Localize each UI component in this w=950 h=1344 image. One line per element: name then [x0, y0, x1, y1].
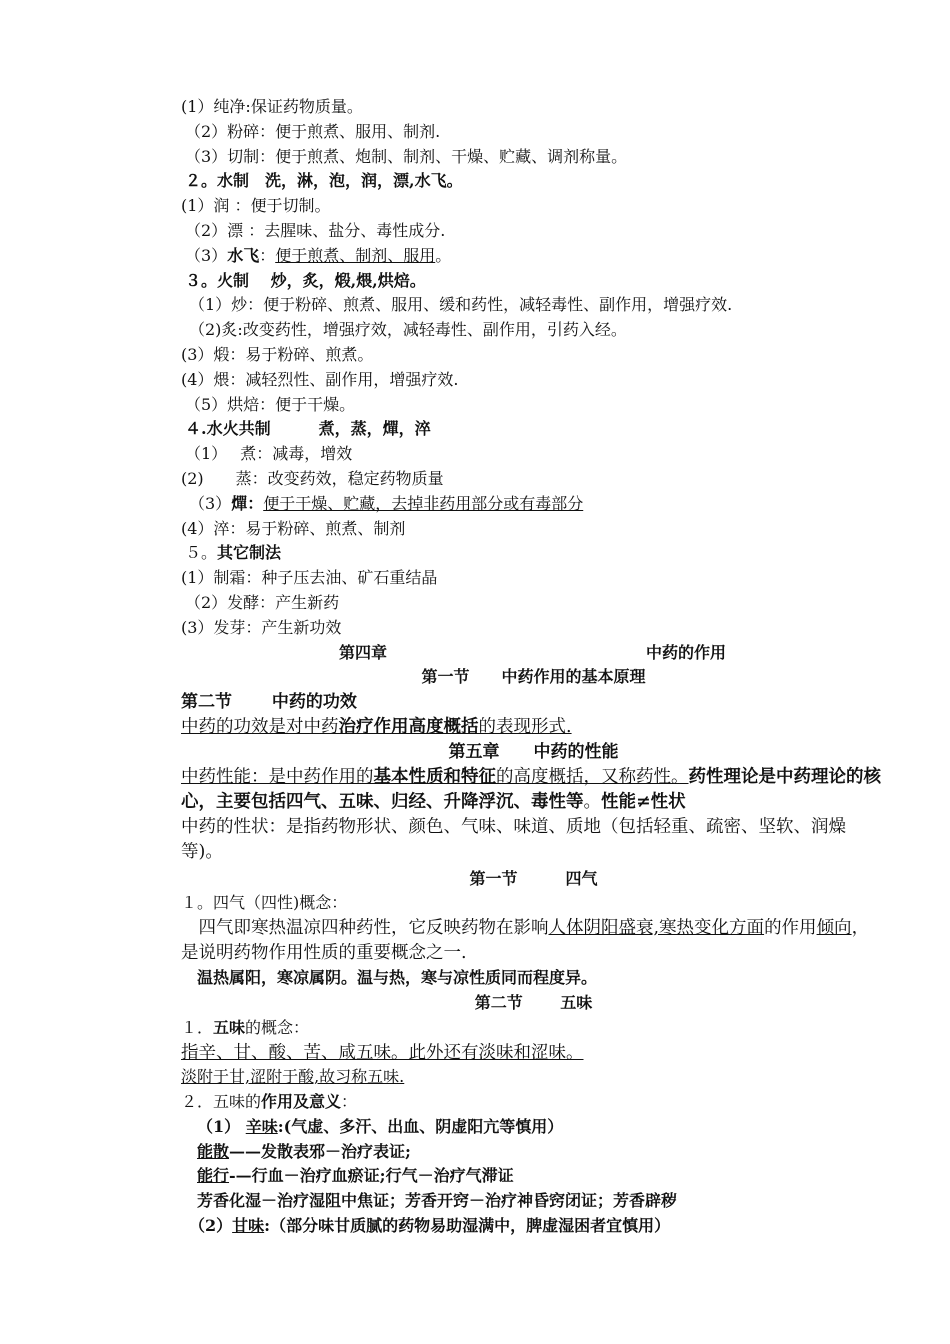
text-line: (1）润 ：便于切制。 — [181, 196, 331, 216]
text-line — [181, 1115, 886, 1140]
text-line — [181, 1016, 886, 1041]
bold-term: 药性理论是中药理论的核心，主要包括四气、五味、归经、升降浮沉、毒性等 — [181, 766, 881, 812]
text-span: 。 — [583, 791, 601, 812]
text-line: （2）漂 ：去腥味、盐分、毒性成分. — [185, 220, 446, 240]
chapter-4-heading — [181, 641, 886, 666]
text-span: ，是说明药物作用性质的重要概念之一. — [181, 918, 870, 964]
text-line: 芳香化湿－治疗湿阻中焦证；芳香开窍－治疗神昏窍闭证；芳香辟秽 — [197, 1191, 678, 1211]
underlined-text: 淡附于甘,涩附于酸,故习称五味. — [181, 1067, 405, 1087]
heading-water: ２。水制 洗，淋，泡，润，漂,水飞。 — [185, 171, 463, 191]
bold-term: 五味 — [213, 1017, 246, 1037]
heading-water-fire: ４.水火共制 煮，蒸，燀，淬 — [185, 419, 431, 439]
underlined-text: 的高度概括，又称药性。 — [496, 766, 689, 787]
text-line — [181, 1164, 886, 1189]
chapter-5-heading: 第五章 中药的性能 — [448, 741, 619, 762]
text-span: 的表现形式. — [478, 716, 572, 737]
text-line: （2)炙:改变药性，增强疗效，减轻毒性、副作用，引药入经。 — [189, 320, 627, 340]
bold-term: 水飞 — [227, 245, 260, 265]
text-span: （1） — [197, 1116, 246, 1136]
text-line: (3）发芽：产生新功效 — [181, 617, 342, 637]
text-span: （3） — [189, 493, 232, 513]
text-line: （2）粉碎：便于煎煮、服用、制剂. — [185, 121, 441, 141]
underlined-text: 中药性能：是中药作用的 — [181, 766, 374, 787]
text-line — [181, 1214, 886, 1239]
underlined-text: 人体阴阳盛衰,寒热变化方面 — [548, 918, 765, 939]
underlined-text: 指辛、甘、酸、苦、咸五味。此外还有淡味和涩味。 — [181, 1042, 584, 1063]
bold-term: 燀： — [231, 493, 264, 513]
bold-term: 基本性质和特征 — [373, 766, 496, 787]
text-line: （1）炒：便于粉碎、煎煮、服用、缓和药性，减轻毒性、副作用，增强疗效. — [189, 295, 733, 315]
section-heading: 第二节 五味 — [474, 992, 593, 1012]
underlined-text: 倾向 — [816, 918, 852, 939]
underlined-text: 能行 — [197, 1166, 230, 1186]
paragraph-appearance: 中药的性状：是指药物形状、颜色、气味、味道、质地（包括轻重、疏密、坚软、润燥等)。 — [181, 816, 846, 862]
text-line — [181, 244, 886, 269]
bold-term: 作用及意义 — [261, 1092, 342, 1112]
text-span: （2） — [189, 1216, 233, 1236]
text-line: (1）制霜：种子压去油、矿石重结晶 — [181, 568, 438, 588]
chapter-number: 第四章 — [339, 642, 388, 662]
underlined-text: 能散 — [197, 1141, 230, 1161]
paragraph-properties — [181, 765, 886, 815]
bold-term: 治疗作用高度概括 — [338, 716, 479, 737]
text-line: 温热属阳，寒凉属阴。温与热，寒与凉性质同而程度异。 — [181, 968, 598, 988]
chapter-title: 中药的作用 — [645, 642, 726, 662]
text-span: １． — [181, 1017, 214, 1037]
text-line: (4）煨：减轻烈性、副作用，增强疗效. — [181, 369, 459, 389]
section-heading: 第一节 四气 — [469, 868, 598, 888]
text-line — [181, 715, 886, 740]
underlined-text: 便于干燥、贮藏，去掉非药用部分或有毒部分 — [263, 493, 584, 513]
text-line — [181, 1090, 886, 1115]
text-span: 中药的功效是对中药 — [181, 716, 339, 737]
text-line: （1） 煮：减毒，增效 — [185, 444, 353, 464]
text-line: (3）煅：易于粉碎、煎煮。 — [181, 344, 374, 364]
underlined-text: 便于煎煮、制剂、服用 — [275, 245, 436, 265]
text-span: ５。 — [185, 543, 218, 563]
text-span: ： — [259, 245, 276, 265]
paragraph-four-qi — [181, 916, 886, 966]
text-span: ： — [341, 1092, 358, 1112]
text-span: （3） — [185, 245, 228, 265]
text-span: ——发散表邪－治疗表证; — [229, 1141, 411, 1161]
text-line — [181, 492, 886, 517]
text-line: １。四气（四性)概念： — [181, 893, 348, 913]
text-line: （3）切制：便于煎煮、炮制、制剂、干燥、贮藏、调剂称量。 — [185, 146, 628, 166]
text-span: :(气虚、多汗、出血、阴虚阳亢等慎用） — [277, 1116, 564, 1136]
text-span: 的概念： — [245, 1017, 310, 1037]
document-page — [181, 95, 886, 1239]
text-line: (4）淬：易于粉碎、煎煮、制剂 — [181, 518, 406, 538]
text-line: (2) 蒸：改变药效，稳定药物质量 — [181, 468, 444, 488]
underlined-text: 甘味 — [232, 1216, 265, 1236]
bold-term: 其它制法 — [217, 543, 282, 563]
text-span: ２．五味的 — [181, 1092, 262, 1112]
text-line: （5）烘焙：便于干燥。 — [185, 394, 356, 414]
text-span: 的作用 — [764, 918, 817, 939]
text-line: (1）纯净:保证药物质量。 — [181, 97, 363, 116]
text-span: 。 — [435, 245, 452, 265]
underlined-text: 辛味 — [245, 1116, 278, 1136]
text-span: 四气即寒热温凉四种药性，它反映药物在影响 — [181, 918, 549, 939]
heading-other — [181, 541, 886, 566]
text-span: -—行血－治疗血瘀证;行气－治疗气滞证 — [229, 1166, 514, 1186]
section-heading: 第二节 中药的功效 — [181, 692, 357, 713]
section-heading: 第一节 中药作用的基本原理 — [421, 667, 646, 687]
text-span: :（部分味甘质腻的药物易助湿满中，脾虚湿困者宜慎用） — [264, 1216, 671, 1236]
text-line — [181, 1140, 886, 1165]
bold-term: 性能≠性状 — [601, 791, 686, 812]
text-line: （2）发酵：产生新药 — [185, 592, 340, 612]
heading-fire: ３。火制 炒，炙，煅,煨,烘焙。 — [185, 270, 426, 290]
